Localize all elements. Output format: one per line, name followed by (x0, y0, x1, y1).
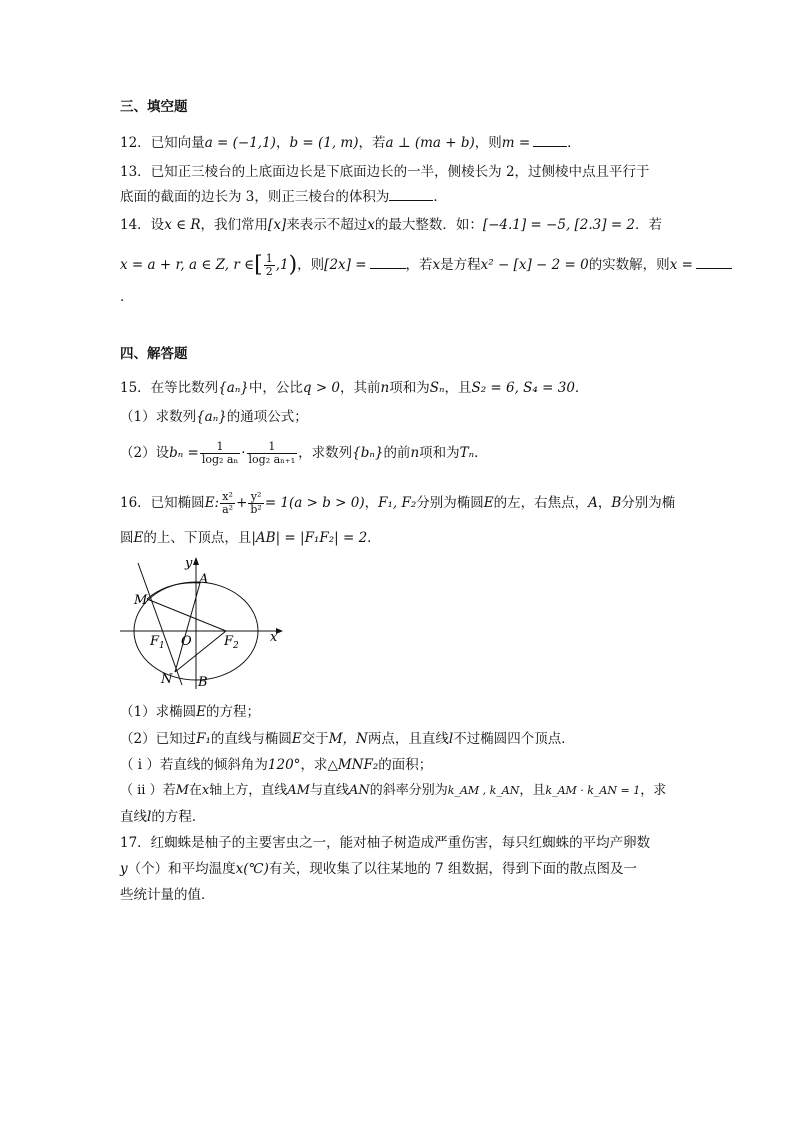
q16-text-5: ， (597, 495, 612, 511)
q12-number: 12． (120, 135, 151, 151)
q16-p2-math-e: E (291, 731, 302, 747)
q14-math-floor: [x] (268, 217, 287, 233)
q16-pi-text-1: （ i ）若直线的倾斜角为 (120, 757, 268, 773)
q16-text-2: ， (364, 495, 379, 511)
q15-p1-text-1: （1）求数列 (120, 409, 197, 425)
q14-text-5: ．若 (635, 217, 663, 233)
section-heading-fill-in: 三、填空题 (120, 99, 188, 115)
q16-part-ii-line-2 (120, 808, 205, 826)
q16-math-a: A (588, 495, 598, 511)
question-12 (120, 134, 581, 152)
q16-fraction-y (248, 491, 263, 516)
question-13-line-2 (120, 188, 447, 206)
q16-l2-math-condition: |AB| = |F₁F₂| = 2 (251, 530, 368, 546)
q13-text: 底面的截面的边长为 3，则正三棱台的体积为 (120, 189, 390, 205)
q16-p2-math-f1: F₁ (196, 731, 211, 747)
q15-text-4: 项和为 (389, 380, 430, 396)
q15-math-q: q > 0 (302, 380, 341, 396)
q14-math-2x: [2x] = (324, 257, 367, 273)
q16-plus: + (236, 495, 248, 511)
q15-p1-text-2: 的通项公式； (226, 409, 308, 425)
q14-math-x: x (367, 217, 375, 233)
q14-text-4: 的最大整数．如： (374, 217, 483, 233)
q12-end: ． (567, 135, 581, 151)
q16-pii-math-an: AN (349, 783, 370, 798)
q16-pii-math-am: AM (287, 783, 310, 798)
q14-math-one: ,1 (275, 257, 289, 273)
q14-answer-blank-2 (696, 256, 732, 269)
segment-am (147, 583, 200, 599)
q17-math-x: x(℃) (235, 861, 269, 877)
q16-l2-text-2: 的上、下顶点，且 (143, 530, 252, 546)
q16-pii-text-6: ，且 (519, 783, 546, 798)
q16-l2-end: ． (367, 530, 381, 546)
q14-frac-den: 2 (265, 265, 273, 278)
q16-text-1: 16．已知椭圆 (120, 495, 205, 511)
q16-fx-num: x² (220, 491, 235, 504)
q14-math-x2: x (432, 257, 441, 273)
q14-paren-right: ) (288, 252, 298, 278)
q16-l3-math-l: l (147, 809, 152, 825)
label-f1: F (150, 634, 160, 649)
question-14-line-1 (120, 216, 662, 234)
q14-answer-blank-1 (370, 256, 406, 269)
q13-answer-blank (389, 188, 433, 201)
q17-math-y: y (120, 861, 128, 877)
q14-text-6: ，则 (297, 257, 325, 273)
q16-p2-text-1: （2）已知过 (120, 731, 197, 747)
q15-f1-den: log₂ aₙ (201, 453, 239, 466)
q15-part-1 (120, 408, 308, 426)
q16-pii-text-4: 与直线 (309, 783, 349, 798)
q17-text-1: （个）和平均温度 (127, 861, 236, 877)
q16-part-i (120, 756, 432, 774)
q14-math-def: x = a + r, a ∈ Z, r ∈ (120, 257, 255, 273)
q16-p1-math: E (196, 704, 206, 720)
q14-math-equation: x² − [x] − 2 = 0 (480, 257, 589, 273)
q16-p2-math-l: l (448, 731, 454, 747)
question-17-line-3: 些统计量的值． (120, 887, 215, 903)
q12-math-perp: a ⊥ (ma + b) (385, 135, 475, 151)
q15-p2-math-bn: bₙ = (169, 445, 199, 461)
q16-pii-text-7: ，求 (640, 783, 667, 798)
label-b: B (198, 675, 208, 690)
q15-part-2: （2）设bₙ = $\frac{1}{\text{log₂ aₙ}}$ · $\frac{1}{\text{log₂ aₙ₊₁}}$ ，求数列{bₙ}的前n项和为Tₙ． (120, 440, 488, 466)
q16-l3-text-1: 直线 (120, 809, 147, 825)
q16-p2-text-4: 两点，且直线 (367, 731, 449, 747)
q16-p1-text-1: （1）求椭圆 (120, 704, 197, 720)
q15-p2-text-4: 项和为 (419, 445, 460, 461)
q16-pii-math-m: M (175, 783, 189, 798)
q12-text-1: 已知向量 (150, 135, 205, 151)
q15-fraction-1 (200, 441, 240, 466)
q15-text-3: ，其前 (340, 380, 381, 396)
question-17-line-1: 17．红蜘蛛是柚子的主要害虫之一，能对柚子树造成严重伤害，每只红蜘蛛的平均产卵数 (120, 835, 651, 851)
label-a: A (199, 572, 209, 587)
q16-pii-text-5: 的斜率分别为 (369, 783, 448, 798)
q16-fx-den: a² (222, 503, 234, 516)
q14-math-example: [−4.1] = −5, [2.3] = 2 (482, 217, 636, 233)
q16-part-1 (120, 703, 260, 721)
q16-l2-math-e: E (133, 530, 144, 546)
question-13-line-1: 13．已知正三棱台的上底面边长是下底面边长的一半，侧棱长为 2，过侧棱中点且平行于 (120, 164, 650, 180)
q12-text-2: ， (275, 135, 290, 151)
q15-math-sn: Sₙ (429, 380, 445, 396)
q15-p2-end: ． (474, 445, 488, 461)
q16-text-3: 分别为椭圆 (416, 495, 484, 511)
q14-text-1: 14．设 (120, 217, 165, 233)
q16-l2-text-1: 圆 (120, 530, 134, 546)
question-16-line-2 (120, 529, 381, 547)
q15-text-5: ，且 (444, 380, 472, 396)
q12-math-m: m = (501, 135, 531, 151)
question-16-line-1 (120, 488, 675, 518)
label-x: x (270, 630, 278, 645)
q15-text-2: 中，公比 (248, 380, 303, 396)
q14-frac-num: 1 (265, 252, 273, 265)
q16-pii-math-slopes: k_AM , k_AN (447, 784, 520, 797)
label-n: N (161, 672, 173, 687)
q16-pii-text-3: 轴上方，直线 (209, 783, 288, 798)
q15-math-n: n (380, 380, 390, 396)
q15-f1-num: 1 (200, 441, 240, 454)
q16-math-eq: = 1(a > b > 0) (264, 495, 365, 511)
q16-pi-math-triangle: △MNF₂ (327, 757, 379, 773)
section-heading-solve: 四、解答题 (120, 346, 188, 362)
label-f1-sub: 1 (159, 641, 165, 651)
q16-pii-math-x: x (201, 783, 210, 798)
q15-p2-math-n: n (410, 445, 420, 461)
q16-pii-text-1: （ ii ）若 (120, 783, 176, 798)
q16-fraction-x (220, 491, 235, 516)
q14-text-9: 的实数解，则 (588, 257, 670, 273)
q14-fraction-half (264, 253, 275, 278)
q16-p2-text-3: 交于 (301, 731, 329, 747)
q16-p2-text-2: 的直线与椭圆 (210, 731, 292, 747)
q13-end: ． (433, 189, 447, 205)
q16-fy-den: b² (250, 503, 262, 516)
q15-f2-num: 1 (247, 441, 298, 454)
q15-math-seq: {aₙ} (218, 380, 249, 396)
q15-p1-math: {aₙ} (196, 409, 227, 425)
q15-f2-den: log₂ aₙ₊₁ (248, 453, 296, 466)
q16-pii-text-2: 在 (188, 783, 202, 798)
q16-math-e2: E (483, 495, 494, 511)
segment-mf2 (147, 599, 226, 631)
q14-text-8: 是方程 (440, 257, 481, 273)
q14-text-7: ，若 (405, 257, 433, 273)
q14-text-2: ，我们常用 (200, 217, 269, 233)
q16-pi-text-3: 的面积； (378, 757, 433, 773)
question-15 (120, 379, 588, 397)
q12-answer-blank (533, 134, 567, 147)
q15-fraction-2 (247, 441, 298, 466)
q12-text-3: ，若 (358, 135, 386, 151)
q12-text-4: ，则 (474, 135, 502, 151)
q16-fy-num: y² (248, 491, 263, 504)
q16-p2-text-5: 不过椭圆四个顶点． (453, 731, 575, 747)
q16-pii-math-product: k_AM · k_AN = 1 (545, 784, 641, 797)
q15-p2-text-3: 的前 (383, 445, 411, 461)
q15-p2-math-seq: {bₙ} (352, 445, 384, 461)
q15-p2-math-tn: Tₙ (459, 445, 475, 461)
q16-math-foci: F₁, F₂ (378, 495, 417, 511)
q15-text-1: 15．在等比数列 (120, 380, 219, 396)
label-f2-sub: 2 (233, 641, 239, 651)
q16-l3-text-2: 的方程． (151, 809, 206, 825)
q16-math-b: B (611, 495, 622, 511)
line-l (138, 563, 182, 685)
q12-math-a: a = (−1,1) (204, 135, 276, 151)
question-14-line-2 (120, 252, 732, 279)
y-axis-arrow (193, 557, 199, 565)
label-m: M (134, 593, 148, 608)
q15-end: ． (574, 380, 589, 396)
q14-math-x-in-r: x ∈ R (164, 217, 201, 233)
q15-p2-text-1: （2）设 (120, 445, 170, 461)
q15-p2-text-2: ，求数列 (298, 445, 353, 461)
q14-math-x3: x = (669, 257, 693, 273)
q16-p2-math-mn: M，N (328, 731, 368, 747)
q15-math-sums: S₂ = 6, S₄ = 30 (471, 380, 575, 396)
ellipse-figure (118, 553, 290, 693)
label-f2: F (224, 634, 234, 649)
q16-text-6: 分别为椭 (621, 495, 676, 511)
q14-bracket-left: [ (254, 252, 263, 278)
label-o: O (181, 634, 192, 649)
q16-pi-math-angle: 120° (267, 757, 301, 773)
q16-text-4: 的左，右焦点， (493, 495, 589, 511)
q16-part-ii (120, 782, 666, 800)
q16-part-2 (120, 730, 575, 748)
label-y: y (185, 556, 193, 571)
q17-text-2: 有关，现收集了以往某地的 7 组数据，得到下面的散点图及一 (268, 861, 638, 877)
q12-math-b: b = (1, m) (289, 135, 359, 151)
question-17-line-2 (120, 860, 637, 878)
q16-math-e: E: (204, 495, 220, 511)
q14-end: ． (120, 289, 134, 305)
q16-p1-text-2: 的方程； (205, 704, 260, 720)
q16-pi-text-2: ，求 (300, 757, 328, 773)
q14-text-3: 来表示不超过 (286, 217, 368, 233)
